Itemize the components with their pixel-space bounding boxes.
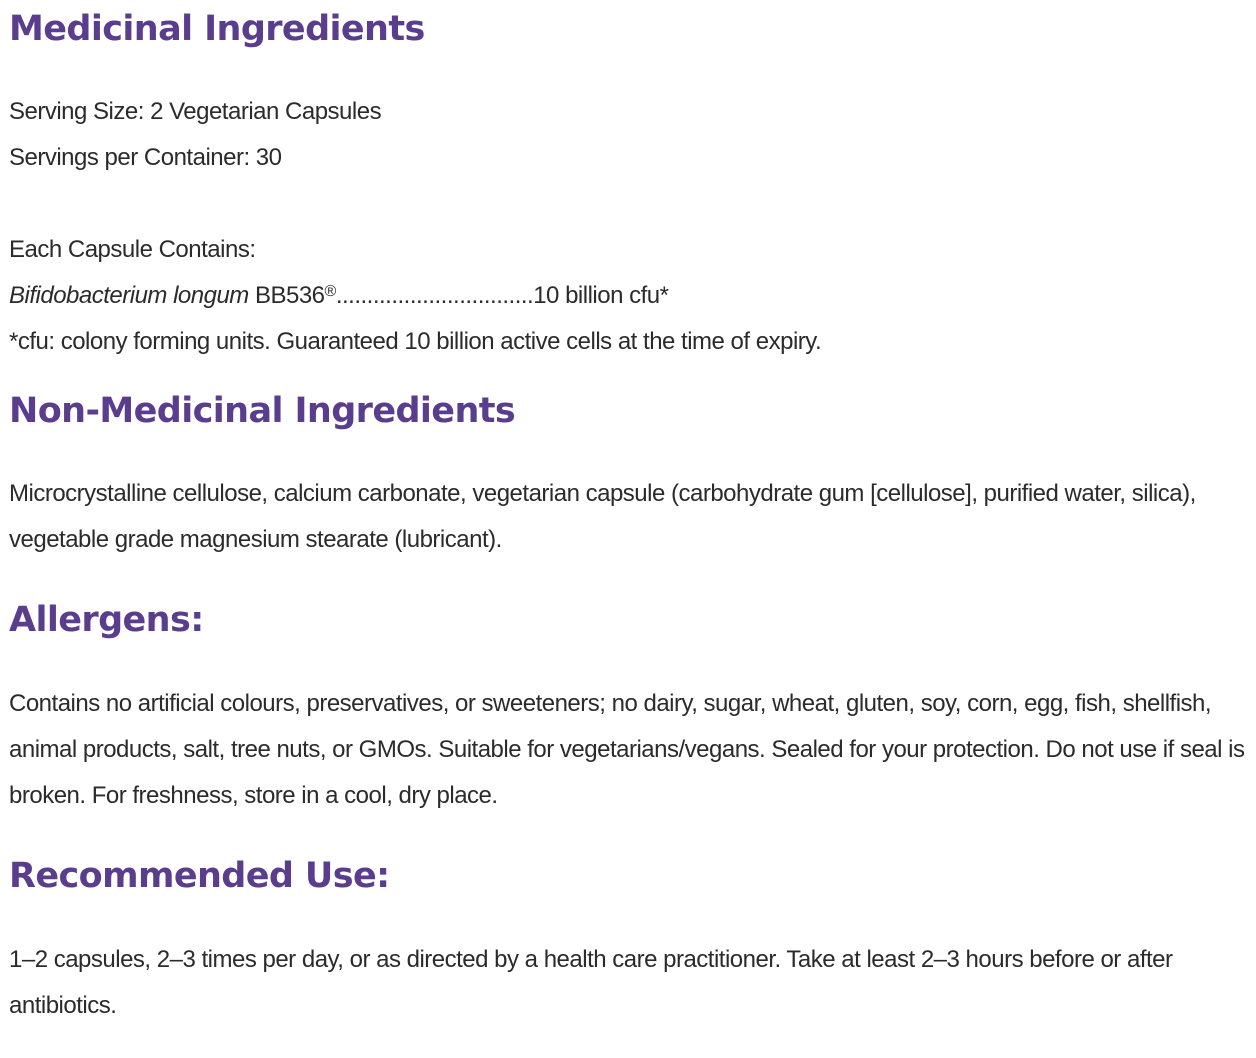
each-capsule-label: Each Capsule Contains: [9,236,256,263]
serving-size: Serving Size: 2 Vegetarian Capsules [9,98,382,125]
non-medicinal-ingredients-heading: Non-Medicinal Ingredients [9,391,516,431]
medicinal-ingredients-heading: Medicinal Ingredients [9,9,425,49]
ingredient-line [9,273,821,319]
spacer-line [9,181,821,227]
ingredient-name: Bifidobacterium longum [9,282,249,309]
recommended-use-text: 1–2 capsules, 2–3 times per day, or as directed by a health care practitioner. Take at least 2–3 hours before or after antibiotics. [9,946,1173,1019]
ingredient-amount: 10 billion cfu* [533,282,669,309]
recommended-use-heading: Recommended Use: [9,856,390,896]
allergens-text: Contains no artificial colours, preservatives, or sweeteners; no dairy, sugar, wheat, gluten, soy, corn, egg, fish, shellfish, animal products, salt, tree nuts, or GMOs. Suitable for vegetarians/vegans. Sealed for your protection. Do not use if seal is broken. For freshness, store in a cool, dry place. [9,690,1245,809]
leader-dots: ................................ [335,282,534,309]
ingredient-strain: BB536 [248,282,325,309]
registered-mark: ® [324,283,336,300]
servings-per-container: Servings per Container: 30 [9,144,282,171]
allergens-heading: Allergens: [9,600,204,640]
medicinal-ingredients-block [9,89,821,365]
non-medicinal-ingredients-text: Microcrystalline cellulose, calcium carbonate, vegetarian capsule (carbohydrate gum [cellulose], purified water, silica), vegetable grade magnesium stearate (lubricant). [9,480,1196,553]
cfu-footnote: *cfu: colony forming units. Guaranteed 10 billion active cells at the time of expiry. [9,328,822,355]
